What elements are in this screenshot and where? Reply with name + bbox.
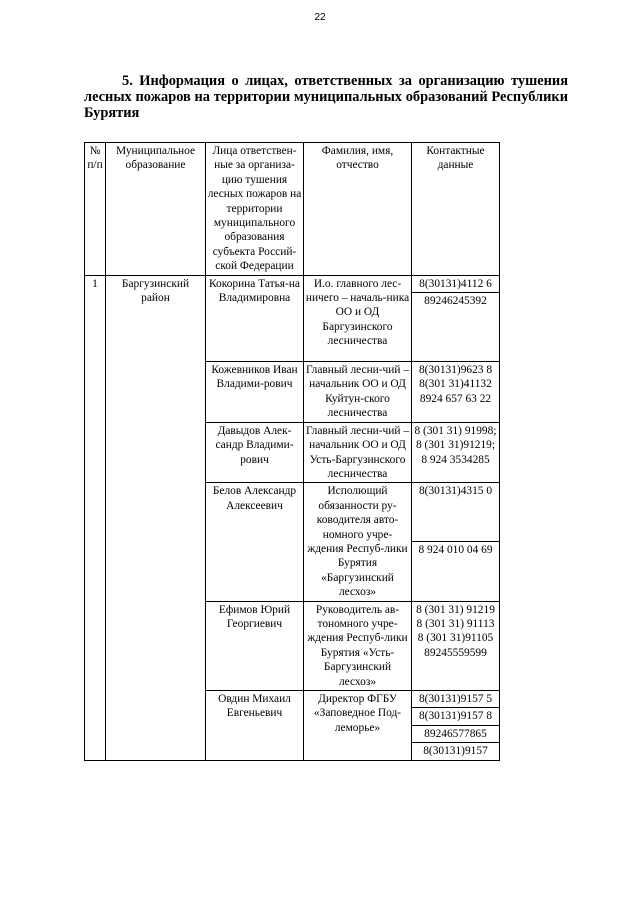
- person-position-cell: И.о. главного лес-ничего – началь-ника ОО и ОД Баргузинского лесничества: [304, 275, 412, 361]
- table-header-row: [85, 143, 500, 276]
- contact-cell: 8(30131)9623 8 8(301 31)41132 8924 657 63 22: [412, 362, 500, 423]
- person-position-cell: Главный лесни-чий – начальник ОО и ОД Усть-Баргузинского лесничества: [304, 422, 412, 483]
- header-full-name: Фамилия, имя, отчество: [304, 143, 412, 276]
- person-name-cell: Давыдов Алек-сандр Владими-рович: [206, 422, 304, 483]
- section-heading: [84, 73, 568, 121]
- header-contacts: Контактные данные: [412, 143, 500, 276]
- contact-cell: 8 (301 31) 91998; 8 (301 31)91219; 8 924 3534285: [412, 422, 500, 483]
- responsible-persons-table: [84, 142, 500, 761]
- contact-cell: 89246577865: [412, 725, 500, 742]
- contact-cell: 8(30131)9157 5: [412, 691, 500, 708]
- header-number: № п/п: [85, 143, 106, 276]
- person-position-cell: Руководитель ав-тономного учре-ждения Респуб-лики Бурятия «Усть-Баргузинский лесхоз»: [304, 601, 412, 690]
- person-name-cell: Белов Александр Алексеевич: [206, 483, 304, 601]
- municipality-cell: Баргузинский район: [106, 275, 206, 760]
- table-row: [85, 275, 500, 292]
- header-municipality: Муниципальное образование: [106, 143, 206, 276]
- contact-cell: 8(30131)9157 8: [412, 708, 500, 725]
- person-name-cell: Кокорина Татья-на Владимировна: [206, 275, 304, 361]
- page-number: 22: [314, 12, 326, 23]
- contact-cell: 8(30131)4315 0: [412, 483, 500, 542]
- person-position-cell: Главный лесни-чий – начальник ОО и ОД Куйтун-ского лесничества: [304, 362, 412, 423]
- contact-cell: 8 924 010 04 69: [412, 542, 500, 601]
- heading-text: 5. Информация о лицах, ответственных за организацию тушения лесных пожаров на территории муниципальных образований Республики Бурятия: [84, 73, 568, 121]
- contact-cell: 8(30131)9157: [412, 743, 500, 760]
- person-name-cell: Кожевников Иван Владими-рович: [206, 362, 304, 423]
- person-position-cell: Директор ФГБУ «Заповедное Под-леморье»: [304, 691, 412, 761]
- contact-cell: 89246245392: [412, 293, 500, 362]
- header-responsible-persons: Лица ответствен-ные за организа-цию тушения лесных пожаров на территории муниципального образования субъекта Россий-ской Федерации: [206, 143, 304, 276]
- person-name-cell: Овдин Михаил Евгеньевич: [206, 691, 304, 761]
- contact-cell: 8 (301 31) 91219 8 (301 31) 91113 8 (301 31)91105 89245559599: [412, 601, 500, 690]
- person-position-cell: Исполющий обязанности ру-ководителя авто-номного учре-ждения Респуб-лики Бурятия «Баргузинский лесхоз»: [304, 483, 412, 601]
- contact-cell: 8(30131)4112 6: [412, 275, 500, 292]
- row-number-cell: 1: [85, 275, 106, 760]
- person-name-cell: Ефимов Юрий Георгиевич: [206, 601, 304, 690]
